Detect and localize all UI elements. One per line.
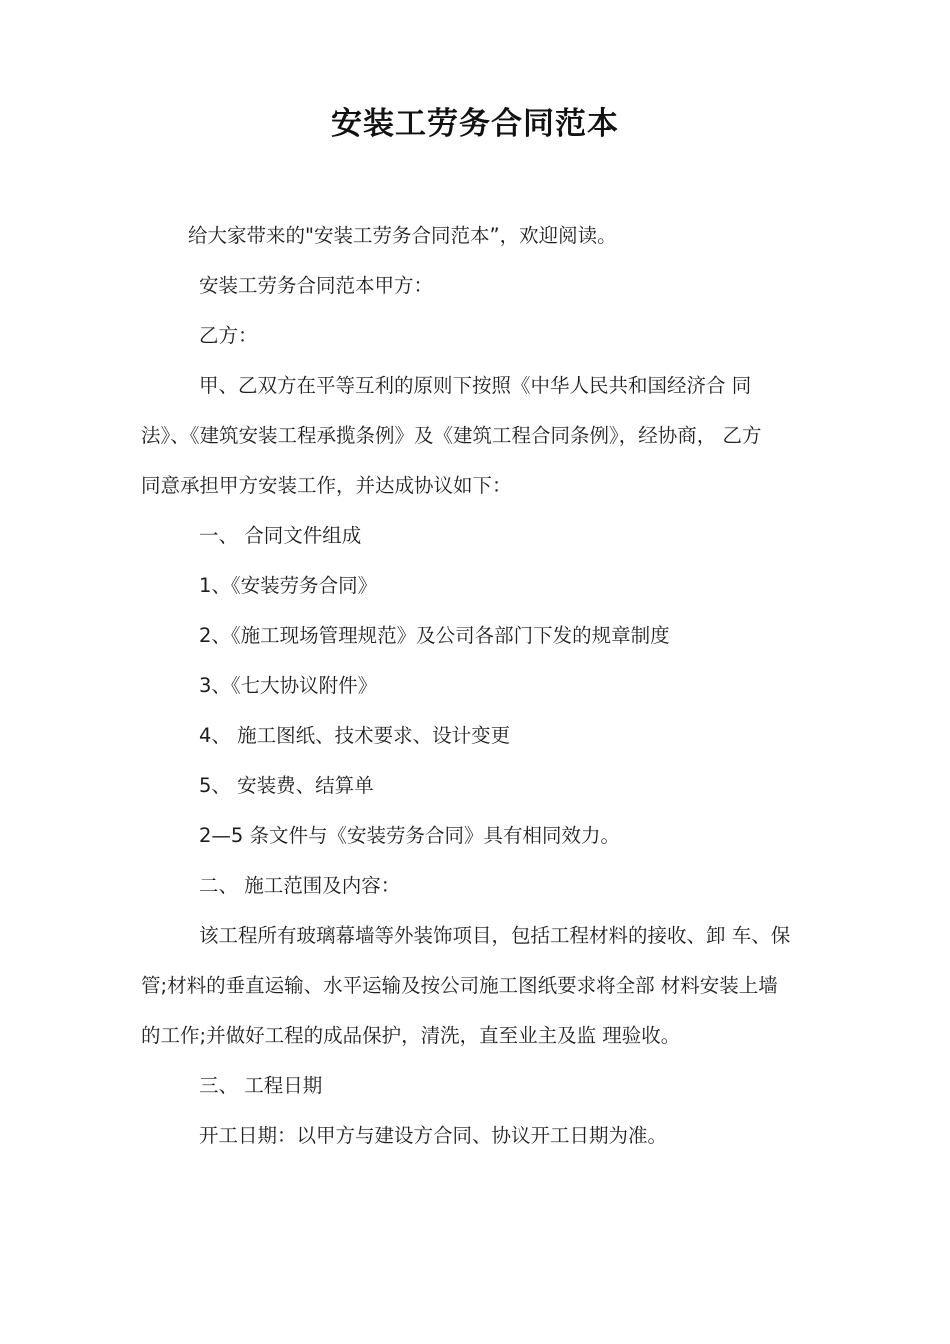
- list-item: 3、《七大协议附件》: [199, 674, 378, 697]
- paragraph-line: 的工作;并做好工程的成品保护，清洗，直至业主及监 理验收。: [141, 1024, 681, 1047]
- paragraph-line: 开工日期：以甲方与建设方合同、协议开工日期为准。: [199, 1124, 668, 1147]
- paragraph-line: 同意承担甲方安装工作，并达成协议如下：: [141, 474, 512, 497]
- paragraph-line: 甲、乙双方在平等互利的原则下按照《中华人民共和国经济合 同: [199, 374, 752, 397]
- paragraph-line: 法》、《建筑安装工程承揽条例》及《建筑工程合同条例》，经协商， 乙方: [141, 424, 762, 447]
- list-item: 1、《安装劳务合同》: [199, 574, 378, 597]
- list-item: 5、 安装费、结算单: [199, 774, 374, 797]
- section-heading-1: 一、 合同文件组成: [199, 524, 362, 547]
- party-a-line: 安装工劳务合同范本甲方：: [199, 274, 434, 297]
- party-b-line: 乙方：: [199, 324, 258, 347]
- paragraph-line: 管;材料的垂直运输、水平运输及按公司施工图纸要求将全部 材料安装上墙: [141, 974, 778, 997]
- paragraph-line: 该工程所有玻璃幕墙等外装饰项目，包括工程材料的接收、卸 车、保: [199, 924, 791, 947]
- section-heading-2: 二、 施工范围及内容：: [199, 874, 401, 897]
- section-heading-3: 三、 工程日期: [199, 1074, 323, 1097]
- document-title: 安装工劳务合同范本: [331, 106, 619, 142]
- list-item: 4、 施工图纸、技术要求、设计变更: [199, 724, 511, 747]
- effect-note: 2—5 条文件与《安装劳务合同》具有相同效力。: [199, 824, 621, 847]
- list-item: 2、《施工现场管理规范》及公司各部门下发的规章制度: [199, 624, 670, 647]
- intro-line: 给大家带来的"安装工劳务合同范本”，欢迎阅读。: [188, 224, 617, 247]
